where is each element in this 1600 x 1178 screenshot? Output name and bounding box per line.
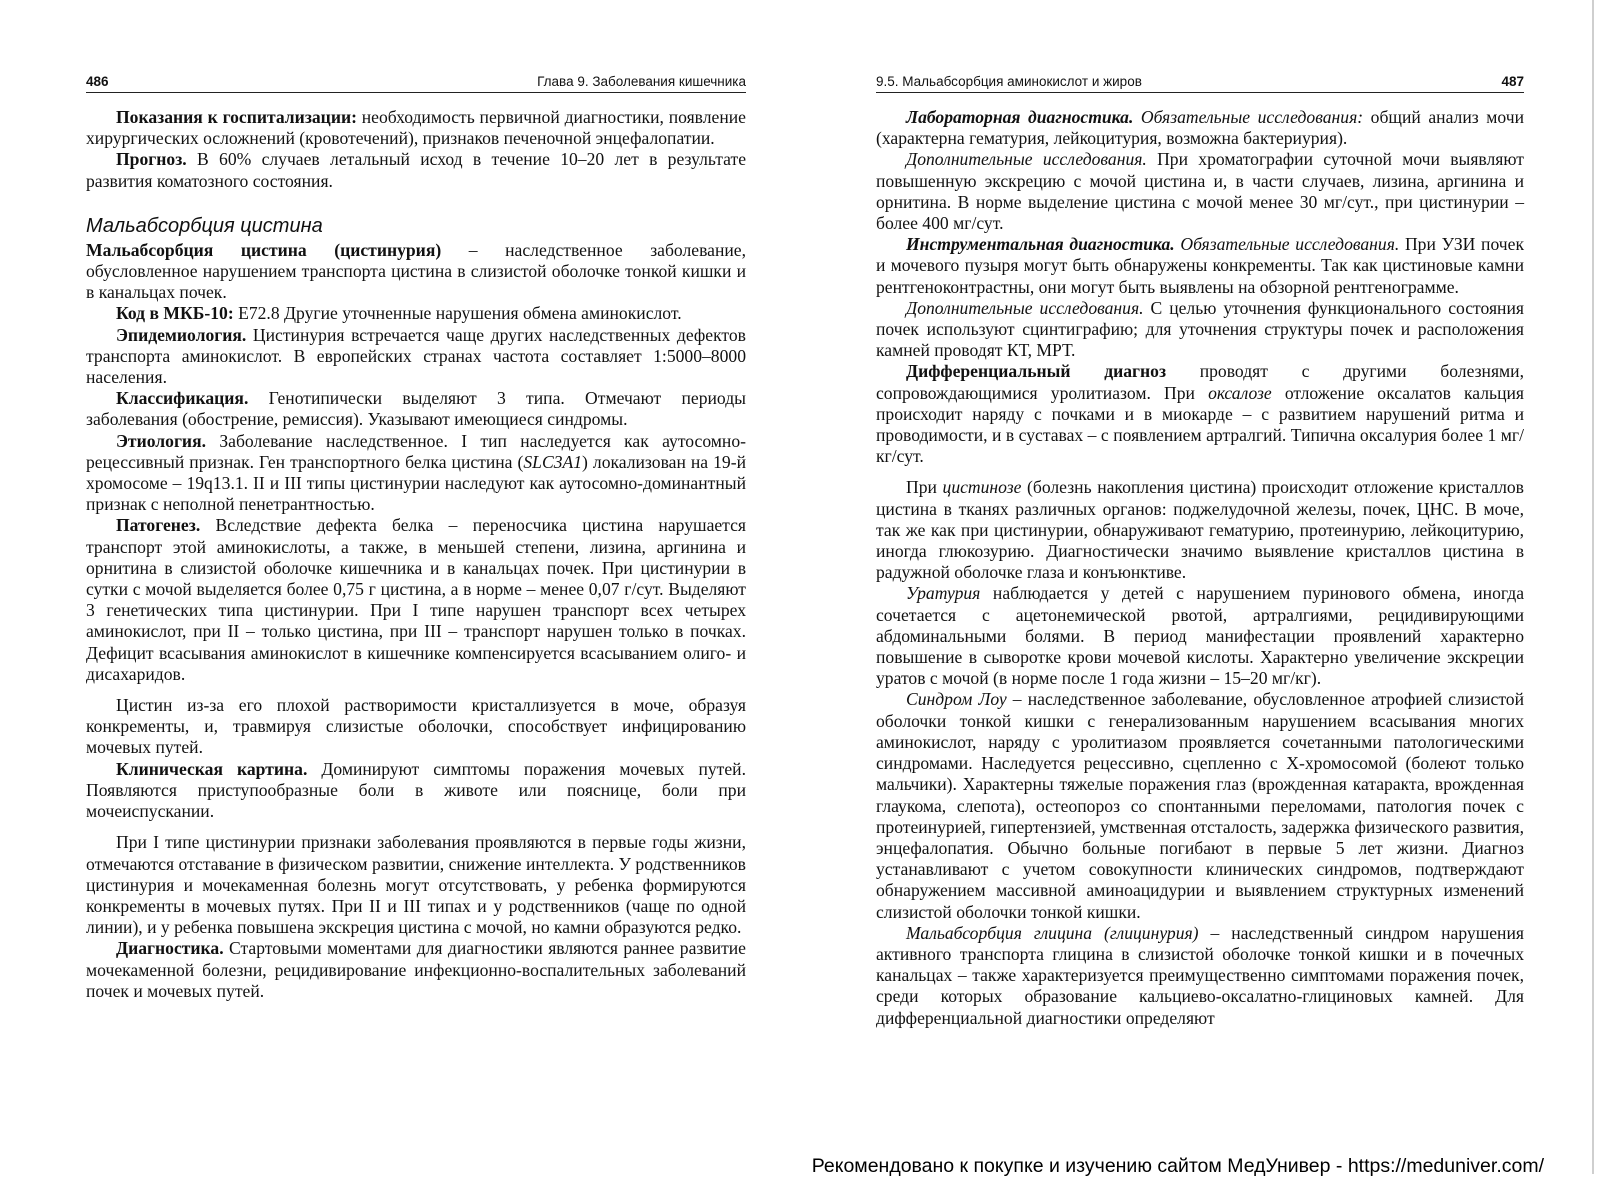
paragraph-icd-code [86, 303, 746, 324]
right-running-title: 9.5. Мальабсорбция аминокислот и жиров [876, 74, 1142, 89]
text-clinical: Доминируют симптомы поражения мочевых путей. Появляются приступообразные боли в животе или пояснице, боли при мочеиспускании. [86, 758, 746, 822]
paragraph-differential [876, 361, 1524, 467]
paragraph-cystine: Цистин из-за его плохой растворимости кристаллизуется в моче, образуя конкременты, и, травмируя слизистые оболочки, способствует инфицированию мочевых путей. [86, 695, 746, 758]
term-icd-code: Код в МКБ-10: [116, 303, 234, 324]
left-page [86, 68, 746, 1002]
term-prognosis: Прогноз. [116, 149, 187, 170]
right-page-body [876, 107, 1524, 1029]
text-etiology-a: Заболевание наследственное. I тип наследуется как аутосомно-рецессивный признак. Ген транспортного белка цистина ( [86, 430, 746, 472]
paragraph-hospitalization [86, 107, 746, 149]
text-epidemiology: Цистинурия встречается чаще других наследственных дефектов транспорта аминокислот. В европейских странах частота составляет 1:5000–8000 населения. [86, 324, 746, 388]
sub-lab-additional: Дополнительные исследования. [906, 149, 1147, 170]
text-cystinosis-a: При [906, 477, 943, 498]
text-diagnostics: Стартовыми моментами для диагностики являются раннее развитие мочекаменной болезни, рецидивирование инфекционно-воспалительных заболеваний почек и мочевых путей. [86, 938, 746, 1001]
sub-lab: Обязательные исследования: [1133, 107, 1364, 127]
term-pathogenesis: Патогенез. [116, 515, 201, 536]
left-page-header [86, 68, 746, 93]
term-classification: Классификация. [116, 388, 249, 409]
paragraph-diagnostics [86, 938, 746, 1002]
paragraph-cystinosis [876, 477, 1524, 583]
paragraph-instrumental [876, 234, 1524, 298]
paragraph-definition [86, 240, 746, 304]
paragraph-pathogenesis [86, 515, 746, 685]
text-differential-b: отложение оксалатов кальция происходит наряду с почками и в миокарде – с развитием нарушений ритма и проводимости, и в суставах – с появлением артралгий. Типична оксалурия более 1 мг/кг/сут. [876, 382, 1524, 467]
paragraph-lowe [876, 689, 1524, 922]
paragraph-prognosis [86, 149, 746, 191]
text-etiology-b: ) локализован на 19-й хромосоме – 19q13.1. II и III типы цистинурии наследуют как аутосомно-доминантный признак с неполной пенетрантностью. [86, 451, 747, 515]
text-lab-additional: При хроматографии суточной мочи выявляют повышенную экскрецию с мочой цистина и, в части случаев, лизина, аргинина и орнитина. В норме выделение цистина с мочой менее 30 мг/сут., при цистинурии – более 400 мг/сут. [876, 149, 1524, 234]
term-lowe: Синдром Лоу [906, 689, 1007, 710]
term-hospitalization: Показания к госпитализации: [116, 107, 357, 127]
paragraph-clinical [86, 759, 746, 823]
term-clinical: Клиническая картина. [116, 758, 308, 779]
term-lab: Лабораторная диагностика. [906, 107, 1134, 127]
paragraph-type1: При I типе цистинурии признаки заболевания проявляются в первые годы жизни, отмечаются отставание в физическом развитии, снижение интеллекта. У родственников цистинурия и мочекаменная болезнь могут отсутствовать, у ребенка формируются конкременты в мочевых путях. При II и III типах и у родственников (чаще по одной линии), и у ребенка повышена экскреция цистина с мочой, но камни образуются редко. [86, 832, 746, 938]
term-differential: Дифференциальный диагноз [906, 361, 1167, 382]
text-instrumental-additional: С целью уточнения функционального состояния почек используют сцинтиграфию; для уточнения структуры почек и расположения камней проводят КТ, МРТ. [876, 297, 1524, 361]
text-pathogenesis: Вследствие дефекта белка – переносчика цистина нарушается транспорт этой аминокислоты, а также, в меньшей степени, лизина, аргинина и орнитина в слизистой оболочке кишечника и в канальцах почек. При цистинурии в сутки с мочой выделяется более 0,75 г цистина, а в норме – менее 0,07 г/сут. Выделяют 3 генетических типа цистинурии. При I типе нарушен транспорт всех четырех аминокислот, при II – только цистина, при III – транспорт нарушен только в почках. Дефицит всасывания аминокислот в кишечнике компенсируется всасыванием олиго- и дисахаридов. [86, 515, 746, 684]
section-title: Мальабсорбция цистина [86, 214, 323, 237]
paragraph-instrumental-additional [876, 298, 1524, 362]
right-page-header [876, 68, 1524, 93]
right-page-number: 487 [1501, 74, 1524, 89]
text-uraturia: наблюдается у детей с нарушением пуринового обмена, иногда сочетается с ацетонемической рвотой, артралгиями, рецидивирующими абдоминальными болями. В период манифестации проявлений характерно повышение в сыворотке крови мочевой кислоты. Характерно увеличение экскреции уратов с мочой (в норме после 1 года жизни – 15–20 мг/кг). [876, 583, 1524, 689]
text-prognosis: В 60% случаев летальный исход в течение 10–20 лет в результате развития коматозного состояния. [86, 149, 746, 191]
paragraph-classification [86, 388, 746, 430]
paragraph-glycinuria [876, 923, 1524, 1029]
text-differential-a: проводят с другими болезнями, сопровождающимися уролитиазом. При [876, 361, 1524, 403]
term-glycinuria: Мальабсорбция глицина (глицинурия) [906, 922, 1199, 943]
sub-instrumental-additional: Дополнительные исследования. [906, 297, 1144, 318]
paragraph-lab-additional [876, 149, 1524, 234]
term-definition: Мальабсорбция цистина (цистинурия) [86, 239, 442, 260]
term-diagnostics: Диагностика. [116, 938, 224, 959]
term-etiology: Этиология. [116, 430, 206, 451]
term-uraturia: Уратурия [906, 583, 981, 604]
text-classification: Генотипически выделяют 3 типа. Отмечают периоды заболевания (обострение, ремиссия). Указывают имеющиеся синдромы. [86, 388, 746, 430]
text-lowe: – наследственное заболевание, обусловленное атрофией слизистой оболочки тонкой кишки с генерализованным нарушением всасывания многих аминокислот, наряду с уролитиазом проявляется сочетанными патологическими синдромами. Наследуется рецессивно, сцепленно с X-хромосомой (болеют только мальчики). Характерны тяжелые поражения глаз (врожденная катаракта, врожденная глаукома, слепота), остеопороз со спонтанными переломами, патология почек с протеинурией, гипертензией, умственная отсталость, задержка физического развития, энцефалопатия. Обычно больные погибают в первые 5 лет жизни. Диагноз устанавливают с учетом совокупности клинических синдромов, подтверждают обнаружением массивной аминоацидурии и выявлением структурных изменений слизистой оболочки тонкой кишки. [876, 689, 1524, 922]
left-running-title: Глава 9. Заболевания кишечника [537, 74, 746, 89]
text-lab: общий анализ мочи (характерна гематурия, лейкоцитурия, возможна бактериурия). [876, 107, 1524, 149]
paragraph-epidemiology [86, 325, 746, 389]
page-edge [1592, 0, 1594, 1174]
right-page [876, 68, 1524, 1029]
gene-name: SLC3A1 [523, 451, 583, 472]
footer-watermark-link[interactable]: Рекомендовано к покупке и изучению сайтом МедУнивер - https://meduniver.com/ [811, 1155, 1544, 1177]
paragraph-etiology [86, 431, 746, 516]
paragraph-lab [876, 107, 1524, 149]
text-hospitalization: необходимость первичной диагностики, появление хирургических осложнений (кровотечений), признаков печеночной энцефалопатии. [86, 107, 746, 149]
term-cystinosis: цистинозе [942, 477, 1022, 498]
term-instrumental: Инструментальная диагностика. [906, 234, 1175, 255]
text-cystinosis-b: (болезнь накопления цистина) происходит отложение кристаллов цистина в тканях различных органов: поджелудочной железы, почек, ЦНС. В моче, так же как при цистинурии, обнаруживают гематурию, протеинурию, лейкоцитурию, иногда глюкозурию. Диагностически значимо выявление кристаллов цистина в радужной оболочке глаза и конъюнктиве. [876, 477, 1524, 583]
term-epidemiology: Эпидемиология. [116, 324, 247, 345]
paragraph-uraturia [876, 583, 1524, 689]
text-icd-code: E72.8 Другие уточненные нарушения обмена аминокислот. [233, 303, 682, 324]
left-page-body [86, 107, 746, 1002]
text-instrumental: При УЗИ почек и мочевого пузыря могут быть обнаружены конкременты. Так как цистиновые камни рентгеноконтрастны, они могут быть выявлены на обзорной рентгенограмме. [876, 234, 1524, 297]
text-glycinuria: – наследственный синдром нарушения активного транспорта глицина в слизистой оболочке тонкой кишки и в почечных канальцах – также характеризуется преимущественно симптомами поражения почек, среди которых образование кальциево-оксалатно-глициновых камней. Для дифференциальной диагностики определяют [876, 922, 1524, 1028]
term-oxalosis: оксалозе [1208, 382, 1272, 403]
left-page-number: 486 [86, 74, 109, 89]
sub-instrumental: Обязательные исследования. [1174, 234, 1400, 255]
text-definition: – наследственное заболевание, обусловленное нарушением транспорта цистина в слизистой оболочке тонкой кишки и в канальцах почек. [86, 239, 746, 303]
